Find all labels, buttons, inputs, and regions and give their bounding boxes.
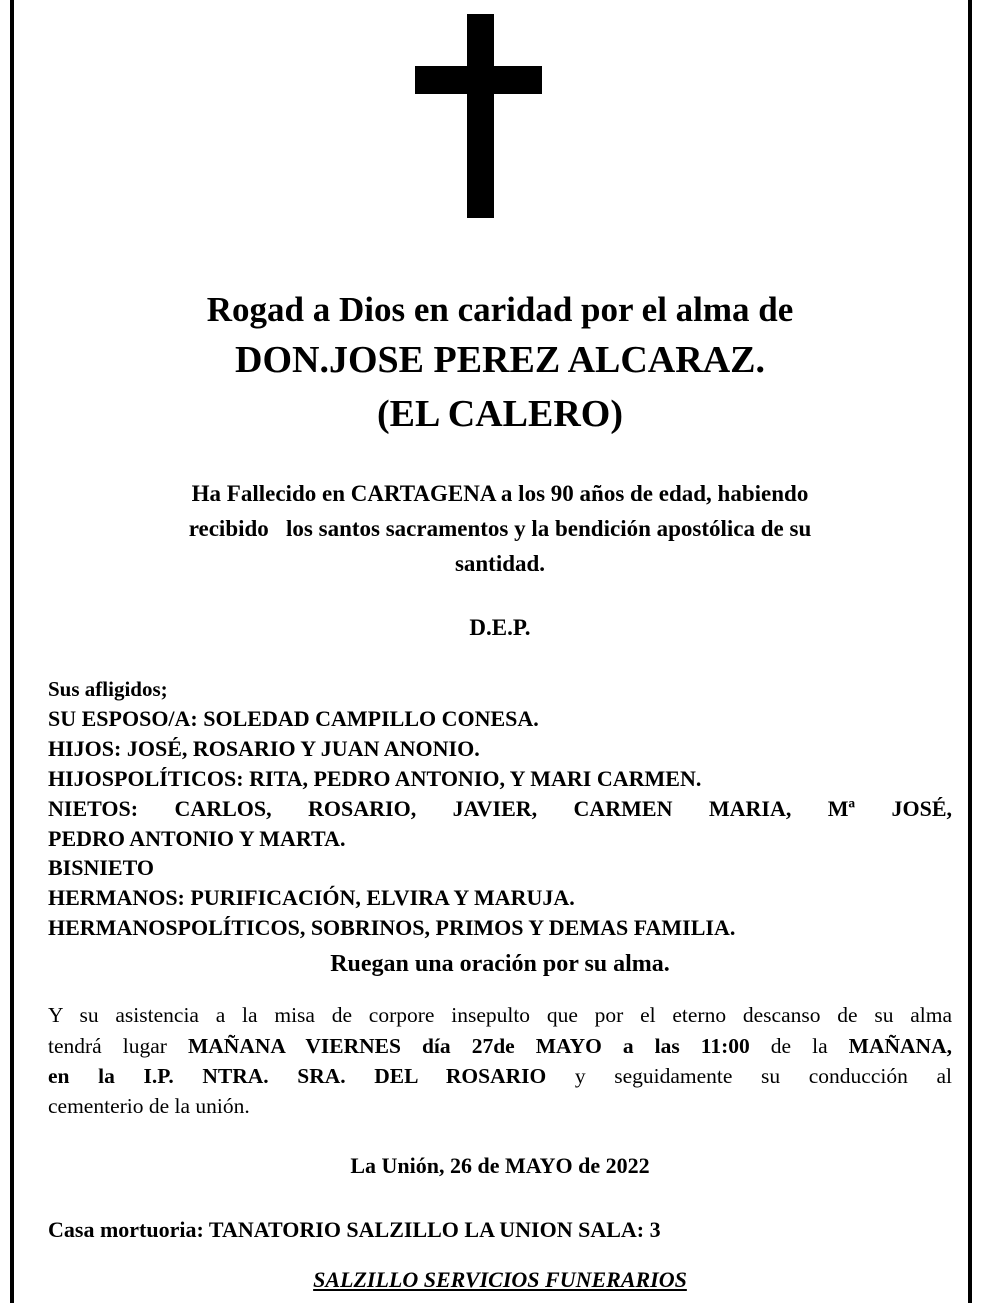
mass-text-segment: y seguidamente su conducción al — [546, 1064, 952, 1088]
cross-vertical-bar — [467, 14, 494, 218]
funeral-home-name: SALZILLO SERVICIOS FUNERARIOS — [313, 1267, 687, 1292]
mourner-line: BISNIETO — [48, 855, 154, 880]
cross-icon — [0, 0, 1000, 230]
funeral-house: Casa mortuoria: TANATORIO SALZILLO LA UNION SALA: 3 — [48, 1217, 661, 1242]
deceased-nickname: (EL CALERO) — [377, 393, 623, 435]
cross-horizontal-bar — [415, 66, 542, 94]
dep-label: D.E.P. — [469, 615, 531, 640]
announcement-line: santidad. — [454, 551, 546, 576]
mourner-line: HERMANOS: PURIFICACIÓN, ELVIRA Y MARUJA. — [48, 885, 575, 910]
deceased-name: DON.JOSE PEREZ ALCARAZ. — [235, 339, 765, 381]
mourners-intro: Sus afligidos; — [48, 677, 168, 701]
mass-text-segment: tendrá lugar — [48, 1034, 188, 1058]
mourner-line: HIJOSPOLÍTICOS: RITA, PEDRO ANTONIO, Y MARI CARMEN. — [48, 766, 702, 791]
mourner-line: HERMANOSPOLÍTICOS, SOBRINOS, PRIMOS Y DEMAS FAMILIA. — [48, 915, 736, 940]
place-and-date: La Unión, 26 de MAYO de 2022 — [350, 1153, 650, 1178]
mourner-line: PEDRO ANTONIO Y MARTA. — [48, 826, 346, 851]
mourner-line: SU ESPOSO/A: SOLEDAD CAMPILLO CONESA. — [48, 706, 539, 731]
mass-church: en la I.P. NTRA. SRA. DEL ROSARIO — [48, 1064, 547, 1088]
prayer-request: Ruegan una oración por su alma. — [330, 951, 670, 977]
mass-text-line: Y su asistencia a la misa de corpore insepulto que por el eterno descanso de su alma — [48, 1003, 952, 1027]
mass-text-line — [48, 1031, 952, 1061]
mourner-line: NIETOS: CARLOS, ROSARIO, JAVIER, CARMEN MARIA, Mª JOSÉ, — [48, 796, 952, 821]
mass-time-of-day: MAÑANA, — [848, 1034, 952, 1058]
mourner-line: HIJOS: JOSÉ, ROSARIO Y JUAN ANONIO. — [48, 736, 480, 761]
mass-text-line: cementerio de la unión. — [48, 1094, 250, 1118]
announcement-line: Ha Fallecido en CARTAGENA a los 90 años de edad, habiendo — [191, 481, 809, 506]
announcement-line: recibido los santos sacramentos y la bendición apostólica de su — [188, 516, 812, 541]
invocation-heading: Rogad a Dios en caridad por el alma de — [206, 290, 794, 329]
mass-date-time: MAÑANA VIERNES día 27de MAYO a las 11:00 — [187, 1034, 750, 1058]
mass-text-line — [48, 1061, 952, 1091]
mass-text-segment: de la — [749, 1034, 849, 1058]
